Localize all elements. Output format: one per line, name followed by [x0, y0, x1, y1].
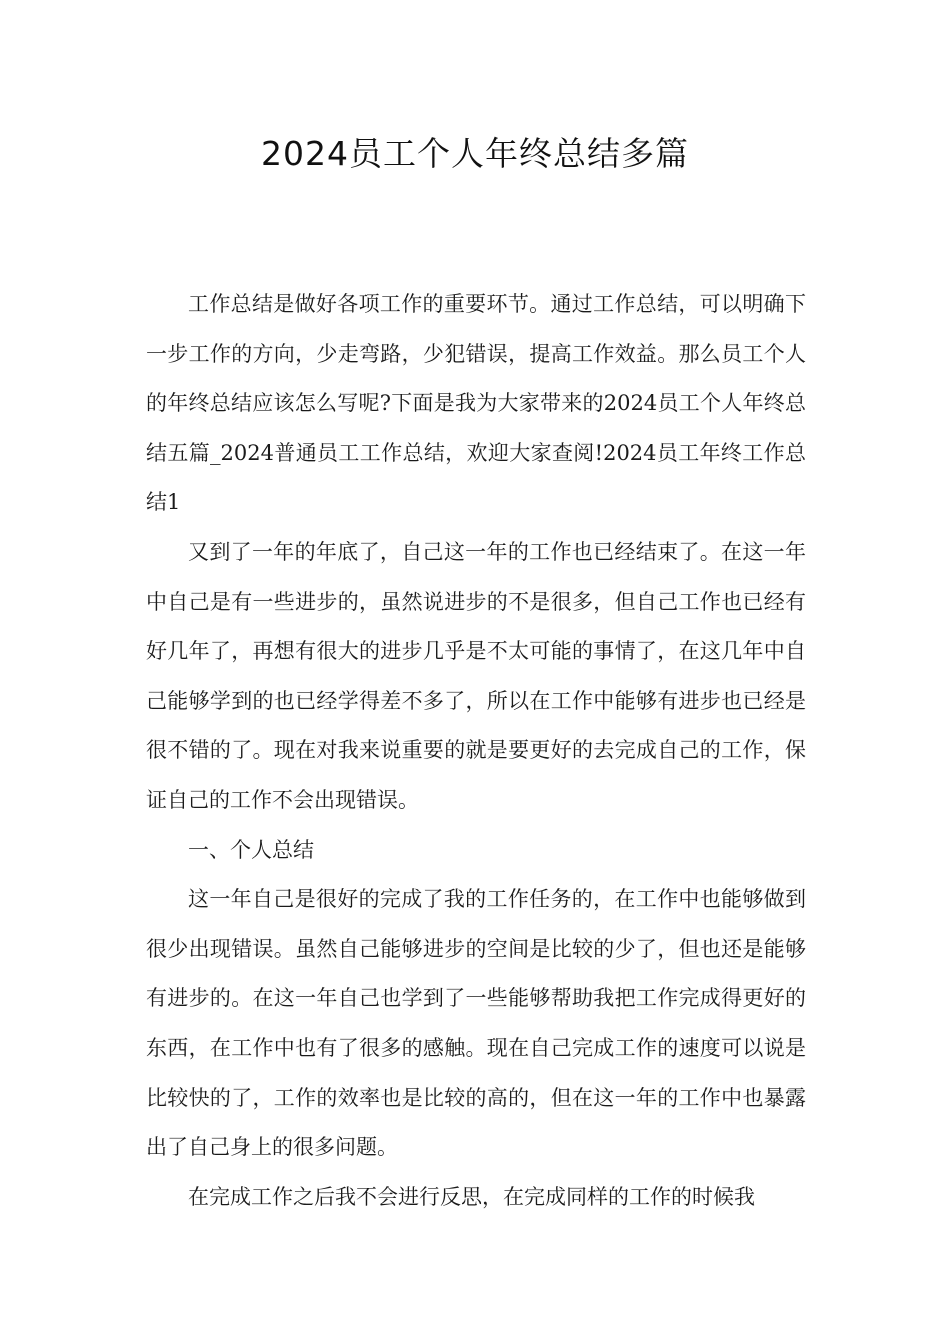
paragraph-personal-summary: 这一年自己是很好的完成了我的工作任务的，在工作中也能够做到很少出现错误。虽然自己能够进步的空间是比较的少了，但也还是能够有进步的。在这一年自己也学到了一些能够帮助我把工作完成得更好的东西，在工作中也有了很多的感触。现在自己完成工作的速度可以说是比较快的了，工作的效率也是比较的高的，但在这一年的工作中也暴露出了自己身上的很多问题。 [146, 887, 806, 1160]
paragraph-intro: 工作总结是做好各项工作的重要环节。通过工作总结，可以明确下一步工作的方向，少走弯路，少犯错误，提高工作效益。那么员工个人的年终总结应该怎么写呢?下面是我为大家带来的2024员工个人年终总结五篇_2024普通员工工作总结，欢迎大家查阅!2024员工年终工作总结1 [146, 292, 806, 515]
document-title: 2024员工个人年终总结多篇 [261, 134, 689, 173]
paragraph-year-end: 又到了一年的年底了，自己这一年的工作也已经结束了。在这一年中自己是有一些进步的，虽然说进步的不是很多，但自己工作也已经有好几年了，再想有很大的进步几乎是不太可能的事情了，在这几年中自己能够学到的也已经学得差不多了，所以在工作中能够有进步也已经是很不错的了。现在对我来说重要的就是要更好的去完成自己的工作，保证自己的工作不会出现错误。 [146, 539, 806, 812]
document-body [146, 280, 806, 1222]
paragraph-reflection: 在完成工作之后我不会进行反思，在完成同样的工作的时候我 [188, 1184, 755, 1209]
section-heading-personal-summary: 一、个人总结 [188, 837, 314, 862]
